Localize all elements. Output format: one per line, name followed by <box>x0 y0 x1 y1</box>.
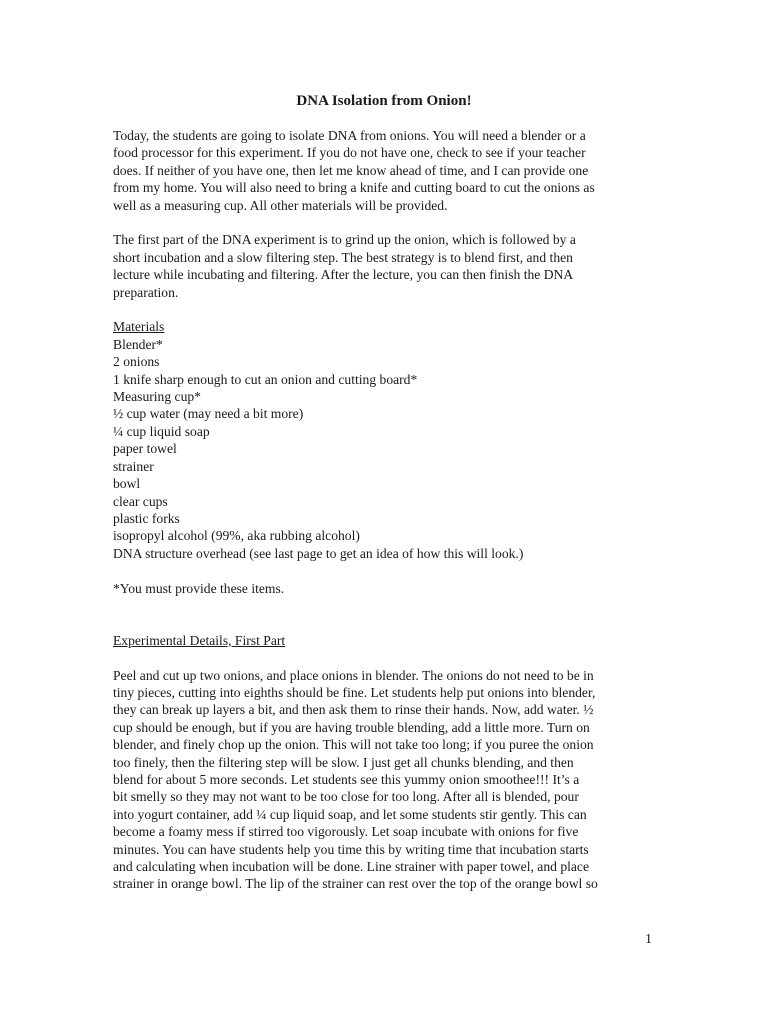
experimental-line: and calculating when incubation will be done. Line strainer with paper towel, and place <box>113 858 589 874</box>
overview-paragraph <box>113 231 658 301</box>
experimental-line: strainer in orange bowl. The lip of the strainer can rest over the top of the orange bowl so <box>113 876 598 892</box>
materials-item: isopropyl alcohol (99%, aka rubbing alcohol) <box>113 528 360 544</box>
experimental-line: too finely, then the filtering step will be slow. I just get all chunks blending, and then <box>113 754 574 770</box>
materials-item: clear cups <box>113 493 168 509</box>
materials-section <box>113 318 658 596</box>
materials-item: strainer <box>113 458 154 474</box>
experimental-line: into yogurt container, add ¼ cup liquid soap, and let some students stir gently. This can <box>113 806 587 822</box>
materials-item: Blender* <box>113 336 163 352</box>
experimental-line: bit smelly so they may not want to be too close for too long. After all is blended, pour <box>113 789 579 805</box>
materials-item: 2 onions <box>113 354 160 370</box>
experimental-line: cup should be enough, but if you are having trouble blending, add a little more. Turn on <box>113 719 590 735</box>
intro-line: well as a measuring cup. All other materials will be provided. <box>113 197 448 213</box>
experimental-section <box>113 632 658 893</box>
materials-item: plastic forks <box>113 510 180 526</box>
intro-paragraph <box>113 127 658 214</box>
intro-line: Today, the students are going to isolate DNA from onions. You will need a blender or a <box>113 128 586 143</box>
experimental-heading: Experimental Details, First Part <box>113 632 286 648</box>
document-title: DNA Isolation from Onion! <box>296 93 472 109</box>
page-number: 1 <box>645 932 652 947</box>
materials-item: 1 knife sharp enough to cut an onion and cutting board* <box>113 371 418 387</box>
materials-footnote: *You must provide these items. <box>113 580 285 596</box>
materials-item: DNA structure overhead (see last page to get an idea of how this will look.) <box>113 545 524 561</box>
experimental-line: Peel and cut up two onions, and place onions in blender. The onions do not need to be in <box>113 667 594 683</box>
intro-line: food processor for this experiment. If you do not have one, check to see if your teacher <box>113 145 586 161</box>
materials-heading: Materials <box>113 319 165 335</box>
experimental-line: tiny pieces, cutting into eighths should be fine. Let students help put onions into blender, <box>113 684 596 700</box>
experimental-line: blend for about 5 more seconds. Let students see this yummy onion smoothee!!! It’s a <box>113 771 580 787</box>
overview-line: preparation. <box>113 284 179 300</box>
intro-line: from my home. You will also need to bring a knife and cutting board to cut the onions as <box>113 180 595 196</box>
materials-item: ¼ cup liquid soap <box>113 423 210 439</box>
experimental-line: minutes. You can have students help you time this by writing time that incubation starts <box>113 841 589 857</box>
materials-item: bowl <box>113 476 141 492</box>
overview-line: The first part of the DNA experiment is to grind up the onion, which is followed by a <box>113 232 576 248</box>
experimental-line: become a foamy mess if stirred too vigorously. Let soap incubate with onions for five <box>113 824 579 840</box>
experimental-line: blender, and finely chop up the onion. This will not take too long; if you puree the onion <box>113 737 594 753</box>
materials-item: paper towel <box>113 441 177 457</box>
overview-line: lecture while incubating and filtering. After the lecture, you can then finish the DNA <box>113 267 574 283</box>
overview-line: short incubation and a slow filtering step. The best strategy is to blend first, and then <box>113 249 573 265</box>
intro-line: does. If neither of you have one, then let me know ahead of time, and I can provide one <box>113 162 589 178</box>
materials-item: ½ cup water (may need a bit more) <box>113 406 304 422</box>
materials-item: Measuring cup* <box>113 389 201 405</box>
experimental-line: they can break up layers a bit, and then ask them to rinse their hands. Now, add water. ½ <box>113 702 594 718</box>
document-body <box>113 127 658 893</box>
